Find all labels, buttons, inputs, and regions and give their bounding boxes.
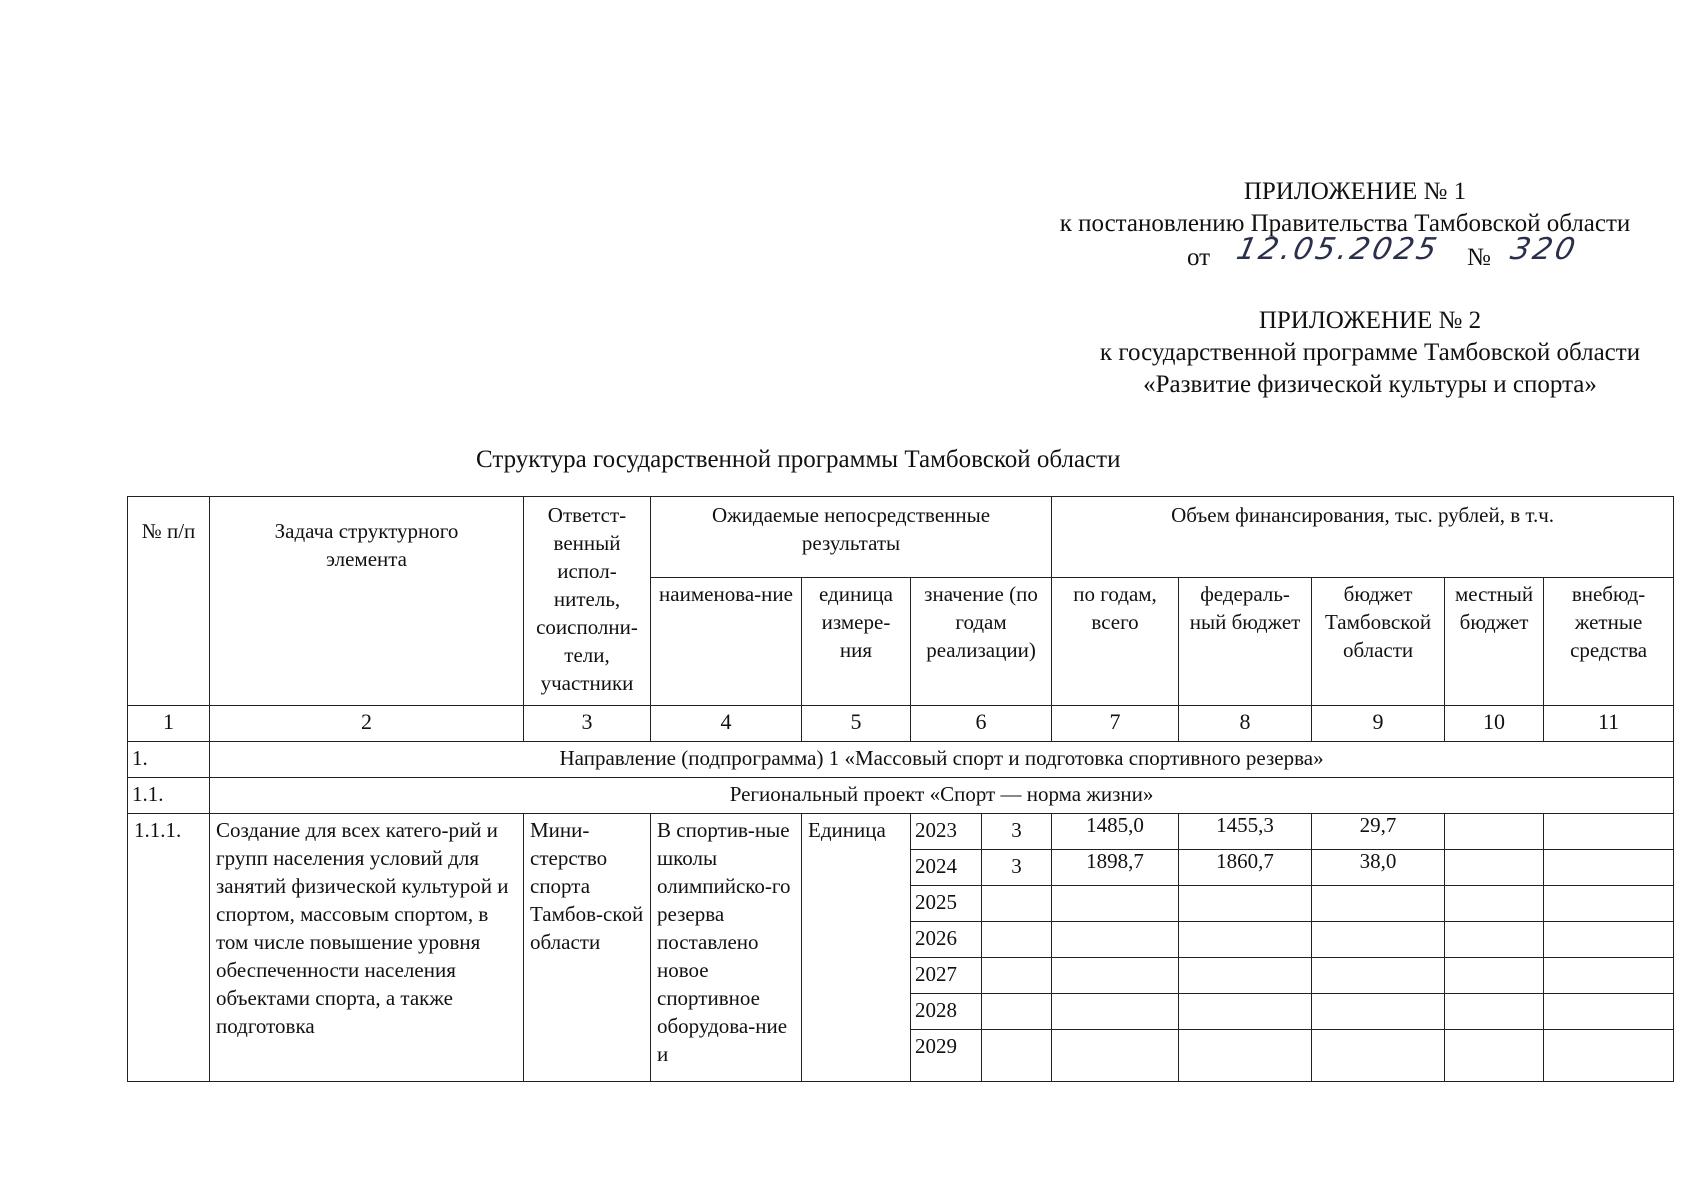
regional-amount: 38,0 — [1312, 850, 1445, 886]
header-responsible: Ответст-венный испол-нитель, соисполни-тели, участники — [524, 497, 651, 706]
section-row — [128, 742, 1674, 778]
header-name: наименова-ние — [651, 578, 802, 706]
header-financing: Объем финансирования, тыс. рублей, в т.ч. — [1052, 497, 1674, 578]
column-number: 1 — [128, 706, 210, 742]
subsection-row — [128, 778, 1674, 814]
local-amount — [1445, 886, 1544, 922]
from-label: от — [1187, 244, 1211, 271]
local-amount — [1445, 994, 1544, 1030]
local-amount — [1445, 1030, 1544, 1082]
column-number: 2 — [210, 706, 524, 742]
item-task: Создание для всех катего-рий и групп населения условий для занятий физической культурой и спортом, массовым спортом, в том числе повышение уровня обеспеченности населения объектами спорта, а также подготовка — [210, 814, 524, 1082]
year: 2028 — [911, 994, 982, 1030]
column-number: 8 — [1179, 706, 1312, 742]
handwritten-date: 12.05.2025 — [1233, 232, 1443, 267]
handwritten-number: 320 — [1507, 232, 1582, 267]
header-by-years: по годам, всего — [1052, 578, 1179, 706]
year: 2027 — [911, 958, 982, 994]
regional-amount: 29,7 — [1312, 814, 1445, 850]
appendix-1-block — [995, 176, 1695, 276]
extrabudget-amount — [1544, 922, 1674, 958]
structure-table — [127, 496, 1674, 1082]
appendix-1-signature-line — [995, 232, 1695, 276]
local-amount — [1445, 814, 1544, 850]
column-number: 10 — [1445, 706, 1544, 742]
header-regional: бюджет Тамбовской области — [1312, 578, 1445, 706]
extrabudget-amount — [1544, 994, 1674, 1030]
local-amount — [1445, 922, 1544, 958]
column-number: 3 — [524, 706, 651, 742]
header-unit: единица измере-ния — [802, 578, 911, 706]
local-amount — [1445, 850, 1544, 886]
extrabudget-amount — [1544, 886, 1674, 922]
year: 2024 — [911, 850, 982, 886]
regional-amount — [1312, 922, 1445, 958]
total-amount: 1485,0 — [1052, 814, 1179, 850]
header-extrabudget: внебюд-жетные средства — [1544, 578, 1674, 706]
header-expected-results: Ожидаемые непосредственные результаты — [651, 497, 1052, 578]
year-value — [982, 958, 1052, 994]
column-number: 6 — [911, 706, 1052, 742]
total-amount — [1052, 886, 1179, 922]
extrabudget-amount — [1544, 1030, 1674, 1082]
federal-amount — [1179, 886, 1312, 922]
federal-amount: 1860,7 — [1179, 850, 1312, 886]
column-number: 4 — [651, 706, 802, 742]
header-local: местный бюджет — [1445, 578, 1544, 706]
column-number: 11 — [1544, 706, 1674, 742]
appendix-2-block — [1040, 305, 1697, 401]
appendix-1-line: к постановлению Правительства Тамбовской области — [1059, 210, 1631, 237]
regional-amount — [1312, 994, 1445, 1030]
local-amount — [1445, 958, 1544, 994]
column-numbers-row — [128, 706, 1674, 742]
section-num: 1. — [128, 742, 210, 778]
item-result: В спортив-ные школы олимпийско-го резерва поставлено новое спортивное оборудова-ние и — [651, 814, 802, 1082]
document-title: Структура государственной программы Тамбовской области — [476, 446, 1121, 473]
extrabudget-amount — [1544, 814, 1674, 850]
year-value: 3 — [982, 814, 1052, 850]
federal-amount — [1179, 1030, 1312, 1082]
header-task: Задача структурного элемента — [210, 497, 524, 706]
item-responsible: Мини-стерство спорта Тамбов-ской области — [524, 814, 651, 1082]
number-label: № — [1467, 244, 1491, 271]
federal-amount — [1179, 958, 1312, 994]
appendix-2-title: ПРИЛОЖЕНИЕ № 2 — [1258, 307, 1482, 334]
regional-amount — [1312, 886, 1445, 922]
appendix-2-line1: к государственной программе Тамбовской области — [1099, 339, 1641, 366]
regional-amount — [1312, 958, 1445, 994]
year: 2029 — [911, 1030, 982, 1082]
year-value — [982, 922, 1052, 958]
federal-amount — [1179, 922, 1312, 958]
appendix-1-title: ПРИЛОЖЕНИЕ № 1 — [1243, 178, 1467, 205]
year-value — [982, 886, 1052, 922]
header-federal: федераль-ный бюджет — [1179, 578, 1312, 706]
item-unit: Единица — [802, 814, 911, 1082]
header-value: значение (по годам реализации) — [911, 578, 1052, 706]
total-amount — [1052, 994, 1179, 1030]
section-title: Направление (подпрограмма) 1 «Массовый спорт и подготовка спортивного резерва» — [210, 742, 1674, 778]
year-value — [982, 994, 1052, 1030]
year: 2025 — [911, 886, 982, 922]
header-num: № п/п — [128, 497, 210, 706]
table-row — [128, 814, 1674, 850]
total-amount — [1052, 958, 1179, 994]
subsection-num: 1.1. — [128, 778, 210, 814]
year: 2023 — [911, 814, 982, 850]
appendix-2-line2: «Развитие физической культуры и спорта» — [1143, 371, 1597, 398]
subsection-title: Региональный проект «Спорт — норма жизни» — [210, 778, 1674, 814]
federal-amount — [1179, 994, 1312, 1030]
extrabudget-amount — [1544, 958, 1674, 994]
total-amount: 1898,7 — [1052, 850, 1179, 886]
federal-amount: 1455,3 — [1179, 814, 1312, 850]
year: 2026 — [911, 922, 982, 958]
item-num: 1.1.1. — [128, 814, 210, 1082]
column-number: 7 — [1052, 706, 1179, 742]
column-number: 5 — [802, 706, 911, 742]
year-value — [982, 1030, 1052, 1082]
total-amount — [1052, 1030, 1179, 1082]
column-number: 9 — [1312, 706, 1445, 742]
total-amount — [1052, 922, 1179, 958]
regional-amount — [1312, 1030, 1445, 1082]
extrabudget-amount — [1544, 850, 1674, 886]
year-value: 3 — [982, 850, 1052, 886]
